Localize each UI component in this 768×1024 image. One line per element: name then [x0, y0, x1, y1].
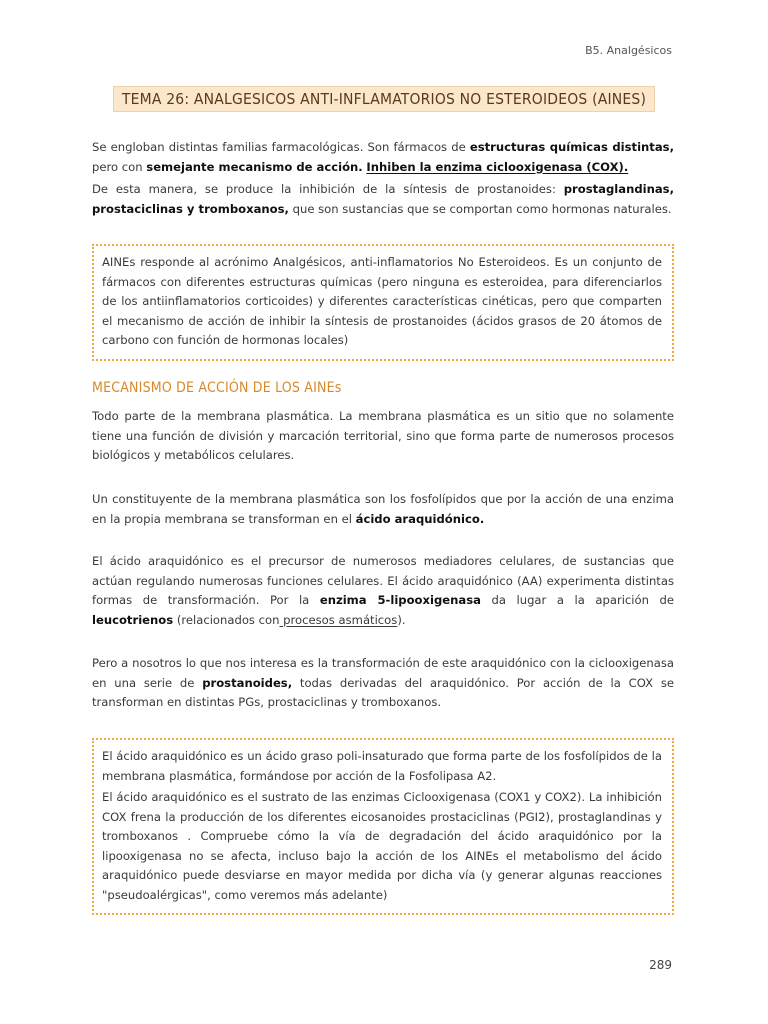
title-wrapper: [0, 86, 768, 112]
text-run: Se engloban distintas familias farmacológicas. Son fármacos de: [92, 140, 470, 154]
section-heading: MECANISMO DE ACCIÓN DE LOS AINEs: [92, 380, 342, 396]
body-paragraph-4: [92, 654, 674, 713]
bold-term: prostanoides,: [202, 675, 293, 690]
page-number: 289: [649, 958, 672, 972]
intro-paragraph-2: [92, 180, 674, 219]
definition-text: AINEs responde al acrónimo Analgésicos, anti-inflamatorios No Esteroideos. Es un conjunto de fármacos con diferentes estructuras químicas (pero ninguna es esteroidea, para diferenciarlos de los antiinflamatorios corticoides) y diferentes características cinéticas, pero que comparten el mecanismo de acción de inhibir la síntesis de prostanoides (ácidos grasos de 20 átomos de carbono con función de hormonas locales): [102, 255, 662, 347]
text-run: ).: [397, 612, 406, 627]
text-run: da lugar a la aparición de: [480, 593, 674, 607]
intro-paragraph-1: [92, 138, 674, 177]
text-run: que son sustancias que se comportan como hormonas naturales.: [288, 201, 672, 216]
note-paragraph-1: El ácido araquidónico es un ácido graso poli-insaturado que forma parte de los fosfolípidos de la membrana plasmática, formándose por acción de la Fosfolipasa A2.: [102, 749, 662, 783]
text-run: pero con: [92, 159, 147, 174]
bold-term: leucotrienos: [92, 612, 174, 627]
body-paragraph-2: [92, 490, 674, 529]
chapter-title: TEMA 26: ANALGESICOS ANTI-INFLAMATORIOS NO ESTEROIDEOS (AINES): [113, 86, 655, 112]
bold-term: ácido araquidónico.: [355, 511, 485, 526]
text-run: El ácido araquidónico es el precursor de numerosos mediadores celulares, de sustancias que actúan regulando numerosas funciones celulares. El ácido araquidónico (AA) experimenta distintas formas de transformación. Por la: [92, 554, 674, 607]
text-run: Pero a nosotros lo que nos interesa es la transformación de este araquidónico con la ciclooxigenasa en una serie de: [92, 656, 674, 690]
body-paragraph-3: [92, 552, 674, 630]
text-run: (relacionados con: [173, 612, 280, 627]
running-header: B5. Analgésicos: [585, 44, 672, 57]
bold-term: semejante mecanismo de acción.: [146, 159, 363, 174]
text-run: De esta manera, se produce la inhibición de la síntesis de prostanoides:: [92, 182, 564, 196]
underlined-term: Inhiben la enzima ciclooxigenasa (COX).: [366, 159, 629, 174]
underlined-term: procesos asmáticos: [279, 612, 398, 627]
definition-box: [92, 244, 674, 361]
note-paragraph-2: El ácido araquidónico es el sustrato de las enzimas Ciclooxigenasa (COX1 y COX2). La inhibición COX frena la producción de los diferentes eicosanoides prostaciclinas (PGI2), prostaglandinas y tromboxanos . Compruebe cómo la vía de degradación del ácido araquidónico por la lipooxigenasa no se afecta, incluso bajo la acción de los AINEs el metabolismo del ácido araquidónico puede desviarse en mayor medida por dicha vía (y generar algunas reacciones "pseudoalérgicas", como veremos más adelante): [102, 790, 662, 902]
bold-term: estructuras químicas distintas,: [469, 140, 674, 154]
bold-term: prostaglandinas, prostaciclinas y tromboxanos,: [92, 182, 674, 216]
text-run: todas derivadas del araquidónico. Por acción de la COX se transforman en distintas PGs, prostaciclinas y tromboxanos.: [92, 675, 674, 709]
note-box: [92, 738, 674, 915]
bold-term: enzima 5-lipooxigenasa: [319, 593, 481, 607]
body-paragraph-1: Todo parte de la membrana plasmática. La membrana plasmática es un sitio que no solamente tiene una función de división y marcación territorial, sino que forma parte de numerosos procesos biológicos y metabólicos celulares.: [92, 409, 674, 462]
text-run: Un constituyente de la membrana plasmática son los fosfolípidos que por la acción de una enzima en la propia membrana se transforman en el: [92, 492, 674, 526]
